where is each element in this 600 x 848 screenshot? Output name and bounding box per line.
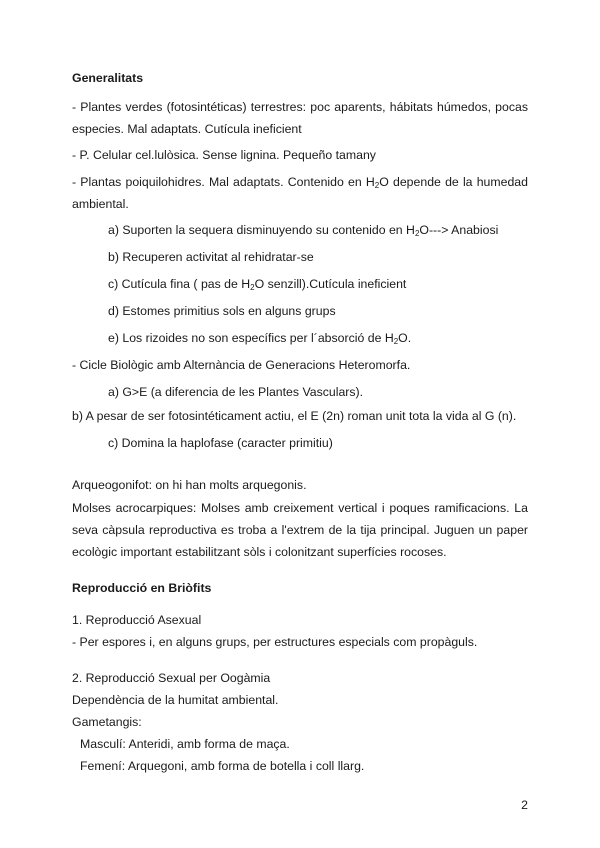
paragraph-arqueogonifot: Arqueogonifot: on hi han molts arquegonis. [72, 478, 307, 492]
list-item-a [108, 219, 528, 241]
section-heading-generalitats: Generalitats [72, 71, 144, 85]
text-fragment: O. [398, 331, 412, 345]
paragraph-plantes-verdes: - Plantes verdes (fotosintéticas) terrestres: poc aparents, hábitats húmedos, pocas especies. Mal adaptats. Cutícula ineficient [72, 100, 528, 136]
paragraph-gametangis: Gametangis: [72, 715, 142, 729]
cicle-item-b: b) A pesar de ser fotosintéticament actiu, el E (2n) roman unit tota la vida al G (n). [72, 409, 517, 423]
gametangi-masculi: Masculí: Anteridi, amb forma de maça. [80, 737, 290, 751]
text-fragment: a) Suporten la sequera disminuyendo su contenido en H [108, 223, 415, 237]
text-fragment: - Plantas poiquilohidres. Mal adaptats. Contenido en H [72, 175, 375, 189]
subscript: 2 [374, 181, 380, 190]
paragraph-molses-acrocarpiques: Molses acrocarpiques: Molses amb creixement vertical i poques ramificacions. La seva càpsula reproductiva es troba a l'extrem de la tija principal. Juguen un paper ecològic important estabilitzant sòls i colonitzant superfícies rocoses. [72, 501, 528, 559]
section-heading-reproduccio: Reproducció en Briòfits [72, 581, 212, 595]
subheading-reproduccio-asexual: 1. Reproducció Asexual [72, 613, 202, 627]
paragraph-paret-celular: - P. Celular cel.lulòsica. Sense lignina. Pequeño tamany [72, 148, 376, 162]
gametangi-femeni: Femení: Arquegoni, amb forma de botella i coll llarg. [80, 759, 365, 773]
list-item-d: d) Estomes primitius sols en alguns grups [108, 304, 336, 318]
cicle-item-c: c) Domina la haplofase (caracter primitiu) [108, 436, 333, 450]
paragraph-dependencia: Dependència de la humitat ambiental. [72, 693, 279, 707]
list-item-b: b) Recuperen activitat al rehidratar-se [108, 250, 314, 264]
text-fragment: e) Los rizoides no son específics per l´absorció de H [108, 331, 394, 345]
list-item-e [108, 327, 528, 349]
paragraph-poiquilohidres [72, 171, 528, 215]
subscript: 2 [250, 283, 255, 292]
paragraph-asexual: - Per espores i, en alguns grups, per estructures especials com propàguls. [72, 635, 478, 649]
text-fragment: c) Cutícula fina ( pas de H [108, 277, 251, 291]
cicle-item-a: a) G>E (a diferencia de les Plantes Vasculars). [108, 385, 364, 399]
paragraph-cicle-biologic: - Cicle Biològic amb Alternància de Generacions Heteromorfa. [72, 358, 411, 372]
subscript: 2 [414, 229, 420, 238]
text-fragment: O---> Anabiosi [419, 223, 499, 237]
text-fragment: O senzill).Cutícula ineficient [254, 277, 407, 291]
subscript: 2 [393, 337, 399, 346]
page-number: 2 [521, 798, 528, 812]
text-fragment: O depende de la humedad ambiental. [72, 175, 528, 211]
subheading-reproduccio-sexual: 2. Reproducció Sexual per Oogàmia [72, 671, 271, 685]
list-item-c [108, 273, 528, 295]
